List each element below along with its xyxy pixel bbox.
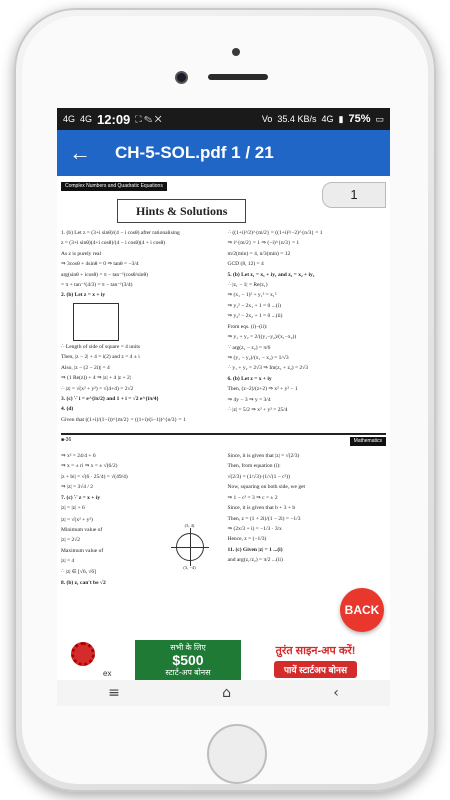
document-title: CH-5-SOL.pdf 1 / 21 bbox=[115, 143, 274, 162]
solution-line: |z| = |z| + 6 bbox=[61, 505, 85, 512]
page1-columns bbox=[61, 229, 386, 427]
solution-line: Then, from equation (i): bbox=[227, 463, 281, 470]
solution-line: ∴ |z₁ − 1| = Re(z₁) bbox=[227, 282, 268, 289]
solution-line: ⇒ |z| = 3√4 / 2 bbox=[61, 484, 94, 491]
circle-figure-row bbox=[61, 516, 220, 580]
solution-line: Then, z = (1 + 2i)/(1 − 2i) = −1/3 bbox=[227, 515, 301, 522]
fig-label: (3, −4) bbox=[183, 565, 196, 571]
phone-screen bbox=[57, 108, 390, 706]
app-bar bbox=[57, 130, 390, 176]
signal-icon: ▮ bbox=[338, 113, 344, 124]
arrow-left-icon[interactable]: ← bbox=[69, 140, 91, 165]
ad-offer-panel bbox=[135, 640, 241, 680]
notification-icon: ⛶ ✎ ✕ bbox=[135, 113, 162, 124]
circle-diagram bbox=[176, 533, 204, 561]
solution-line: ∴ y₁ + y₂ = 2√3 ⇒ Im(z₁ + z₂) = 2√3 bbox=[227, 365, 309, 372]
page2-column-left bbox=[61, 452, 220, 590]
solution-line: 1. (b) Let z = (3+i sinθ)/(4 − i cosθ) after rationalising bbox=[61, 229, 180, 236]
solutions-column-left bbox=[61, 229, 220, 427]
earpiece-speaker bbox=[208, 74, 268, 80]
page2-columns bbox=[61, 452, 386, 590]
network-2-label: 4G bbox=[80, 114, 93, 124]
solution-line: ⇒ 1 − c² = 3 ⇒ c = ± 2 bbox=[227, 494, 278, 501]
solution-line: |z| = 2√2 bbox=[61, 537, 81, 544]
solution-line: 3. (c) ∵ i = e^{iπ/2} and 1 + i = √2 e^{iπ/4} bbox=[61, 396, 159, 402]
solution-line: Now, squaring on both side, we get bbox=[227, 484, 306, 491]
solution-line: Also, |z − (2 − 2i)| = 4 bbox=[61, 364, 110, 371]
solution-line: ∴ |z| = 5/2 ⇒ x² + y² = 25/4 bbox=[227, 407, 288, 414]
solution-line: ⇒ 3cosθ + 4sinθ = 0 ⇒ tanθ = −3/4 bbox=[61, 261, 139, 268]
ad-brand-logo bbox=[57, 640, 135, 680]
solution-line: ⇒ (x₁ − 1)² + y₁² = x₁² bbox=[227, 292, 277, 299]
ad-brand-text: ex bbox=[103, 669, 112, 678]
chapter-label: Complex Numbers and Quadratic Equations bbox=[61, 182, 167, 191]
pdf-page bbox=[61, 182, 386, 591]
data-speed: 35.4 KB/s bbox=[277, 114, 317, 124]
square-figure bbox=[73, 303, 119, 341]
gear-icon bbox=[71, 642, 95, 666]
volte-icon: Vo bbox=[261, 114, 273, 124]
solution-line: ⇒ 4y − 3 ⇒ y = 3/4 bbox=[227, 396, 271, 403]
solution-line: Since, it is given that b + 3 + b bbox=[227, 505, 296, 512]
page-indicator: 1 bbox=[322, 182, 386, 208]
system-nav-bar bbox=[57, 680, 390, 706]
solution-line: Given that ((1+i)/(1−i))^{m/2} = ((1+i)/(i−1))^{n/3} = 1 bbox=[61, 416, 186, 423]
page-divider bbox=[61, 433, 386, 435]
solution-line: As z is purely real bbox=[61, 250, 102, 257]
ad-offer-amount: $500 bbox=[172, 652, 204, 668]
solution-line: and arg(z₁/z₂) = π/2 ...(ii) bbox=[227, 557, 283, 564]
page2-number: ■-36 bbox=[61, 437, 72, 444]
status-bar bbox=[57, 108, 390, 130]
solution-line: = π + tan⁻¹(4/3) = π − tan⁻¹(3/4) bbox=[61, 282, 133, 289]
solution-line: ⇒ y₁ + y₂ = 2/((y₁−y₂)/(x₁−x₂)) bbox=[227, 334, 297, 341]
ad-offer-line1: सभी के लिए bbox=[170, 643, 206, 652]
solution-line: ∴ |z| ∈ [√6, √6] bbox=[61, 568, 97, 575]
solution-line: ∵ arg(z₁ − z₂) = π/6 bbox=[227, 344, 271, 351]
front-camera bbox=[175, 71, 188, 84]
solution-line: |z| = 4 bbox=[61, 558, 75, 565]
circle-figure bbox=[160, 523, 220, 571]
solution-line: ⇒ y₁² − 2x₁ + 1 = 0 ...(i) bbox=[227, 302, 281, 309]
solution-line: Then, (z−2)/(z+2) ⇒ x² + y² − 1 bbox=[227, 386, 298, 393]
figure-text bbox=[61, 516, 156, 580]
menu-icon[interactable]: ≡ bbox=[108, 685, 120, 701]
solution-line: z = (3+i sinθ)(4+i cosθ)/(4 − i cosθ)(4 + i cosθ) bbox=[61, 240, 165, 247]
solution-line: ⇒ x² = 24/4 + 6 bbox=[61, 453, 96, 460]
solutions-column-right bbox=[228, 229, 387, 427]
solution-line: ∴ ((1+i)²/2)^{m/2} = ((1+i)²/−2)^{n/3} = 1 bbox=[227, 229, 323, 236]
solution-line: ⇒ i^{m/2} = 1 ⇒ (−i)^{n/3} = 1 bbox=[227, 240, 300, 247]
solution-line: 8. (b) z₁ can't be √2 bbox=[61, 580, 106, 587]
solution-line: arg(sinθ + icosθ) = π − tan⁻¹(cosθ/sinθ) bbox=[61, 271, 148, 278]
solution-line: ∴ |z| = √(x² + y²) = √(4+4) = 2√2 bbox=[61, 385, 134, 392]
battery-percent: 75% bbox=[348, 113, 371, 125]
hints-heading: Hints & Solutions bbox=[117, 199, 246, 223]
ad-banner[interactable] bbox=[57, 640, 390, 680]
solution-line: GCD (8, 12) = 4 bbox=[227, 261, 264, 268]
ad-offer-line3: स्टार्ट-अप बोनस bbox=[165, 668, 211, 677]
solution-line: Then, |z − 2| + 4 = i(2) and z = 4 ± i bbox=[61, 354, 140, 361]
solution-line: |z| = √(x² + y²) bbox=[61, 516, 93, 523]
solution-line: 6. (b) Let z = x + iy bbox=[227, 375, 272, 382]
solution-line: 11. (c) Given |z| = 1 ...(i) bbox=[227, 546, 283, 553]
solution-line: From eqs. (i)−(ii): bbox=[227, 323, 268, 330]
solution-line: Hence, z = (−1/3) bbox=[227, 536, 267, 543]
proximity-sensor bbox=[232, 48, 240, 56]
solution-line: ⇒ x = ± ri ⇒ x = ± √(6/2) bbox=[61, 463, 118, 470]
network-1-label: 4G bbox=[63, 114, 76, 124]
solution-line: m/2(min) = 4, n/3(min) = 12 bbox=[227, 250, 291, 257]
solution-line: ⇒ (2x/3 + i) = −1/3 · 3/x bbox=[227, 525, 282, 532]
back-nav-icon[interactable]: ‹ bbox=[333, 685, 339, 701]
ad-cta-button[interactable]: पायें स्टार्टअप बोनस bbox=[274, 661, 357, 678]
page2-header bbox=[61, 437, 386, 446]
solution-line: Minimum value of bbox=[61, 526, 103, 533]
home-icon[interactable]: ⌂ bbox=[222, 685, 231, 701]
solution-line: 4. (d) bbox=[61, 406, 74, 413]
solution-line: ⇒ (1 Re(z)) + 4 ⇒ |z| + 4 |z + 2| bbox=[61, 375, 131, 382]
page2-column-right bbox=[228, 452, 387, 590]
solution-line: ⇒ y₂² − 2x₂ + 1 = 0 ...(ii) bbox=[227, 313, 283, 320]
solution-line: √(2/3) = (1/√3)·(1/√(1 − c²)) bbox=[227, 473, 290, 480]
solution-line: ⇒ (y₁ − y₂)/(x₁ − x₂) = 1/√3 bbox=[227, 355, 289, 361]
fig-label: (3, 4) bbox=[184, 523, 195, 529]
ad-cta-panel bbox=[241, 640, 390, 680]
solution-line: Maximum value of bbox=[61, 547, 104, 554]
solution-line: Since, it is given that |z| = √(2/3) bbox=[227, 453, 300, 460]
solution-line: ∴ Length of side of square = 4 units bbox=[61, 343, 141, 350]
solution-line: 2. (b) Let z = x + iy bbox=[61, 292, 106, 299]
back-button[interactable]: BACK bbox=[340, 588, 384, 632]
clock: 12:09 bbox=[97, 111, 131, 127]
solution-line: 5. (b) Let z₁ = x₁ + iy₁ and z₂ = x₂ + iy₂ bbox=[227, 271, 315, 278]
subject-tag: Mathematics bbox=[350, 437, 386, 446]
home-button[interactable] bbox=[207, 724, 267, 784]
battery-icon: ▭ bbox=[375, 113, 384, 124]
solution-line: |z + bi| = √(6 · 25/4) = √(49/4) bbox=[61, 473, 128, 480]
network-3-label: 4G bbox=[321, 114, 334, 124]
solution-line: 7. (c) ∵ z = x + iy bbox=[61, 494, 101, 501]
pdf-viewer[interactable] bbox=[57, 176, 390, 640]
ad-cta-text: तुरंत साइन-अप करें! bbox=[275, 644, 356, 657]
